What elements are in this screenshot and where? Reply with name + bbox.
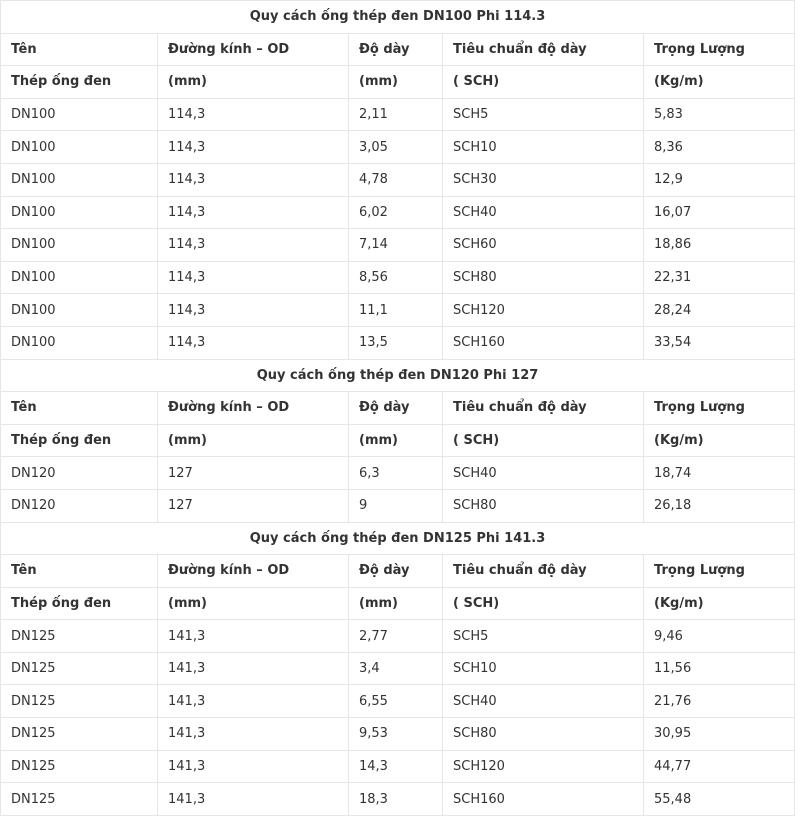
cell-thickness: 11,1 bbox=[349, 294, 443, 327]
cell-weight: 12,9 bbox=[644, 163, 795, 196]
cell-outer-diameter: 114,3 bbox=[158, 294, 349, 327]
cell-name: DN120 bbox=[1, 457, 158, 490]
header-cell-name: Tên bbox=[1, 33, 158, 66]
cell-schedule: SCH5 bbox=[443, 98, 644, 131]
header-cell-schedule: Tiêu chuẩn độ dày bbox=[443, 33, 644, 66]
header-cell-thickness: Độ dày bbox=[349, 33, 443, 66]
cell-thickness: 7,14 bbox=[349, 229, 443, 262]
header-cell-outer-diameter: Đường kính – OD bbox=[158, 555, 349, 588]
table-row bbox=[1, 685, 795, 718]
cell-weight: 30,95 bbox=[644, 718, 795, 751]
header-cell-weight: Trọng Lượng bbox=[644, 392, 795, 425]
header-cell-thickness: (mm) bbox=[349, 424, 443, 457]
cell-name: DN100 bbox=[1, 131, 158, 164]
cell-schedule: SCH120 bbox=[443, 294, 644, 327]
cell-weight: 5,83 bbox=[644, 98, 795, 131]
cell-thickness: 2,11 bbox=[349, 98, 443, 131]
cell-thickness: 18,3 bbox=[349, 783, 443, 816]
cell-schedule: SCH40 bbox=[443, 685, 644, 718]
cell-schedule: SCH80 bbox=[443, 718, 644, 751]
cell-weight: 9,46 bbox=[644, 620, 795, 653]
header-row bbox=[1, 555, 795, 588]
cell-outer-diameter: 141,3 bbox=[158, 685, 349, 718]
cell-name: DN100 bbox=[1, 229, 158, 262]
table-row bbox=[1, 131, 795, 164]
table-row bbox=[1, 163, 795, 196]
section-title-row bbox=[1, 1, 795, 34]
cell-outer-diameter: 141,3 bbox=[158, 718, 349, 751]
header-cell-weight: (Kg/m) bbox=[644, 424, 795, 457]
cell-name: DN100 bbox=[1, 294, 158, 327]
cell-outer-diameter: 114,3 bbox=[158, 196, 349, 229]
table-row bbox=[1, 98, 795, 131]
cell-outer-diameter: 114,3 bbox=[158, 98, 349, 131]
cell-weight: 11,56 bbox=[644, 652, 795, 685]
section-title: Quy cách ống thép đen DN100 Phi 114.3 bbox=[1, 1, 795, 34]
cell-name: DN125 bbox=[1, 685, 158, 718]
header-cell-thickness: Độ dày bbox=[349, 392, 443, 425]
cell-thickness: 3,05 bbox=[349, 131, 443, 164]
cell-thickness: 6,02 bbox=[349, 196, 443, 229]
header-cell-schedule: ( SCH) bbox=[443, 587, 644, 620]
header-cell-schedule: ( SCH) bbox=[443, 424, 644, 457]
cell-name: DN100 bbox=[1, 163, 158, 196]
cell-weight: 28,24 bbox=[644, 294, 795, 327]
cell-weight: 55,48 bbox=[644, 783, 795, 816]
cell-name: DN125 bbox=[1, 718, 158, 751]
cell-weight: 8,36 bbox=[644, 131, 795, 164]
table-row bbox=[1, 652, 795, 685]
table-row bbox=[1, 229, 795, 262]
header-cell-name: Tên bbox=[1, 392, 158, 425]
cell-outer-diameter: 114,3 bbox=[158, 261, 349, 294]
cell-thickness: 14,3 bbox=[349, 750, 443, 783]
header-cell-weight: (Kg/m) bbox=[644, 66, 795, 99]
header-cell-schedule: Tiêu chuẩn độ dày bbox=[443, 392, 644, 425]
cell-weight: 21,76 bbox=[644, 685, 795, 718]
cell-thickness: 9,53 bbox=[349, 718, 443, 751]
cell-schedule: SCH80 bbox=[443, 261, 644, 294]
cell-schedule: SCH40 bbox=[443, 196, 644, 229]
cell-name: DN125 bbox=[1, 750, 158, 783]
cell-thickness: 13,5 bbox=[349, 326, 443, 359]
header-cell-weight: Trọng Lượng bbox=[644, 555, 795, 588]
cell-outer-diameter: 141,3 bbox=[158, 750, 349, 783]
section-title-row bbox=[1, 522, 795, 555]
cell-outer-diameter: 114,3 bbox=[158, 229, 349, 262]
header-cell-name: Thép ống đen bbox=[1, 587, 158, 620]
cell-name: DN125 bbox=[1, 620, 158, 653]
cell-thickness: 6,55 bbox=[349, 685, 443, 718]
cell-schedule: SCH60 bbox=[443, 229, 644, 262]
cell-thickness: 2,77 bbox=[349, 620, 443, 653]
cell-thickness: 8,56 bbox=[349, 261, 443, 294]
header-row bbox=[1, 66, 795, 99]
section-title: Quy cách ống thép đen DN120 Phi 127 bbox=[1, 359, 795, 392]
cell-schedule: SCH10 bbox=[443, 652, 644, 685]
cell-thickness: 9 bbox=[349, 489, 443, 522]
header-cell-name: Tên bbox=[1, 555, 158, 588]
cell-thickness: 3,4 bbox=[349, 652, 443, 685]
section-title-row bbox=[1, 359, 795, 392]
header-cell-name: Thép ống đen bbox=[1, 424, 158, 457]
table-row bbox=[1, 326, 795, 359]
cell-outer-diameter: 141,3 bbox=[158, 652, 349, 685]
cell-schedule: SCH40 bbox=[443, 457, 644, 490]
header-row bbox=[1, 587, 795, 620]
cell-schedule: SCH80 bbox=[443, 489, 644, 522]
header-cell-thickness: (mm) bbox=[349, 66, 443, 99]
cell-name: DN125 bbox=[1, 783, 158, 816]
table-row bbox=[1, 489, 795, 522]
cell-thickness: 6,3 bbox=[349, 457, 443, 490]
cell-weight: 16,07 bbox=[644, 196, 795, 229]
cell-weight: 26,18 bbox=[644, 489, 795, 522]
header-cell-outer-diameter: (mm) bbox=[158, 587, 349, 620]
cell-outer-diameter: 114,3 bbox=[158, 163, 349, 196]
header-cell-outer-diameter: (mm) bbox=[158, 66, 349, 99]
header-cell-thickness: (mm) bbox=[349, 587, 443, 620]
cell-name: DN100 bbox=[1, 261, 158, 294]
table-row bbox=[1, 620, 795, 653]
header-cell-schedule: ( SCH) bbox=[443, 66, 644, 99]
header-cell-weight: Trọng Lượng bbox=[644, 33, 795, 66]
cell-outer-diameter: 127 bbox=[158, 489, 349, 522]
header-row bbox=[1, 392, 795, 425]
table-row bbox=[1, 718, 795, 751]
header-cell-name: Thép ống đen bbox=[1, 66, 158, 99]
header-row bbox=[1, 33, 795, 66]
cell-outer-diameter: 141,3 bbox=[158, 783, 349, 816]
cell-name: DN120 bbox=[1, 489, 158, 522]
table-row bbox=[1, 457, 795, 490]
header-cell-outer-diameter: Đường kính – OD bbox=[158, 33, 349, 66]
cell-thickness: 4,78 bbox=[349, 163, 443, 196]
cell-name: DN125 bbox=[1, 652, 158, 685]
table-row bbox=[1, 261, 795, 294]
section-title: Quy cách ống thép đen DN125 Phi 141.3 bbox=[1, 522, 795, 555]
cell-schedule: SCH10 bbox=[443, 131, 644, 164]
cell-outer-diameter: 114,3 bbox=[158, 326, 349, 359]
table-row bbox=[1, 750, 795, 783]
header-cell-schedule: Tiêu chuẩn độ dày bbox=[443, 555, 644, 588]
table-row bbox=[1, 783, 795, 816]
header-row bbox=[1, 424, 795, 457]
cell-outer-diameter: 127 bbox=[158, 457, 349, 490]
cell-weight: 44,77 bbox=[644, 750, 795, 783]
table-row bbox=[1, 294, 795, 327]
cell-weight: 18,74 bbox=[644, 457, 795, 490]
cell-schedule: SCH120 bbox=[443, 750, 644, 783]
header-cell-outer-diameter: (mm) bbox=[158, 424, 349, 457]
table-row bbox=[1, 196, 795, 229]
cell-weight: 33,54 bbox=[644, 326, 795, 359]
cell-outer-diameter: 141,3 bbox=[158, 620, 349, 653]
cell-name: DN100 bbox=[1, 326, 158, 359]
cell-weight: 18,86 bbox=[644, 229, 795, 262]
cell-schedule: SCH30 bbox=[443, 163, 644, 196]
header-cell-thickness: Độ dày bbox=[349, 555, 443, 588]
spec-table-body bbox=[1, 1, 795, 816]
header-cell-outer-diameter: Đường kính – OD bbox=[158, 392, 349, 425]
cell-weight: 22,31 bbox=[644, 261, 795, 294]
cell-name: DN100 bbox=[1, 196, 158, 229]
cell-schedule: SCH160 bbox=[443, 326, 644, 359]
cell-schedule: SCH160 bbox=[443, 783, 644, 816]
header-cell-weight: (Kg/m) bbox=[644, 587, 795, 620]
cell-name: DN100 bbox=[1, 98, 158, 131]
cell-schedule: SCH5 bbox=[443, 620, 644, 653]
cell-outer-diameter: 114,3 bbox=[158, 131, 349, 164]
